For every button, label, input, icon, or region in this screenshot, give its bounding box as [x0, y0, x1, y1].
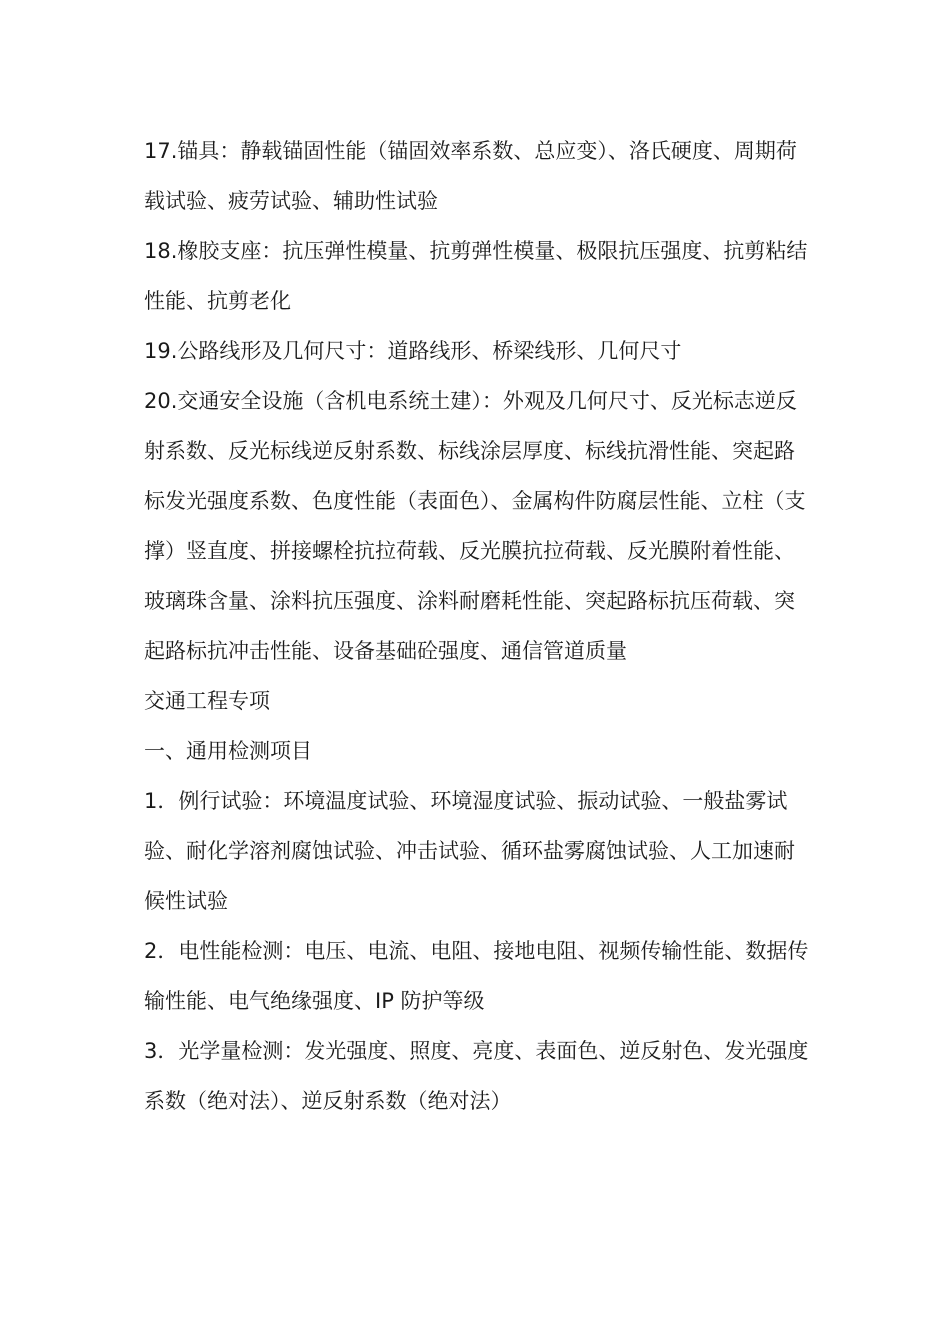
- section-heading-traffic-engineering: 交通工程专项: [144, 689, 270, 713]
- paragraph-routine-tests: 1．例行试验：环境温度试验、环境湿度试验、振动试验、一般盐雾试验、耐化学溶剂腐蚀试验、冲击试验、循环盐雾腐蚀试验、人工加速耐候性试验: [144, 789, 795, 913]
- paragraph-road-alignment: 19.公路线形及几何尺寸：道路线形、桥梁线形、几何尺寸: [144, 339, 682, 363]
- paragraph-electrical-tests: 2．电性能检测：电压、电流、电阻、接地电阻、视频传输性能、数据传输性能、电气绝缘强度、IP 防护等级: [144, 939, 809, 1013]
- paragraph-optical-tests: 3．光学量检测：发光强度、照度、亮度、表面色、逆反射色、发光强度系数（绝对法）、逆反射系数（绝对法）: [144, 1039, 809, 1113]
- paragraph-traffic-safety-facilities: 20.交通安全设施（含机电系统土建）：外观及几何尺寸、反光标志逆反射系数、反光标线逆反射系数、标线涂层厚度、标线抗滑性能、突起路标发光强度系数、色度性能（表面色）、金属构件防腐层性能、立柱（支撑）竖直度、拼接螺栓抗拉荷载、反光膜抗拉荷载、反光膜附着性能、玻璃珠含量、涂料抗压强度、涂料耐磨耗性能、突起路标抗压荷载、突起路标抗冲击性能、设备基础砼强度、通信管道质量: [144, 389, 806, 663]
- paragraph-anchorage: 17.锚具：静载锚固性能（锚固效率系数、总应变）、洛氏硬度、周期荷载试验、疲劳试验、辅助性试验: [144, 139, 797, 213]
- paragraph-rubber-bearing: 18.橡胶支座：抗压弹性模量、抗剪弹性模量、极限抗压强度、抗剪粘结性能、抗剪老化: [144, 239, 808, 313]
- subsection-heading-general-tests: 一、通用检测项目: [144, 739, 312, 763]
- document-page: [144, 126, 814, 1126]
